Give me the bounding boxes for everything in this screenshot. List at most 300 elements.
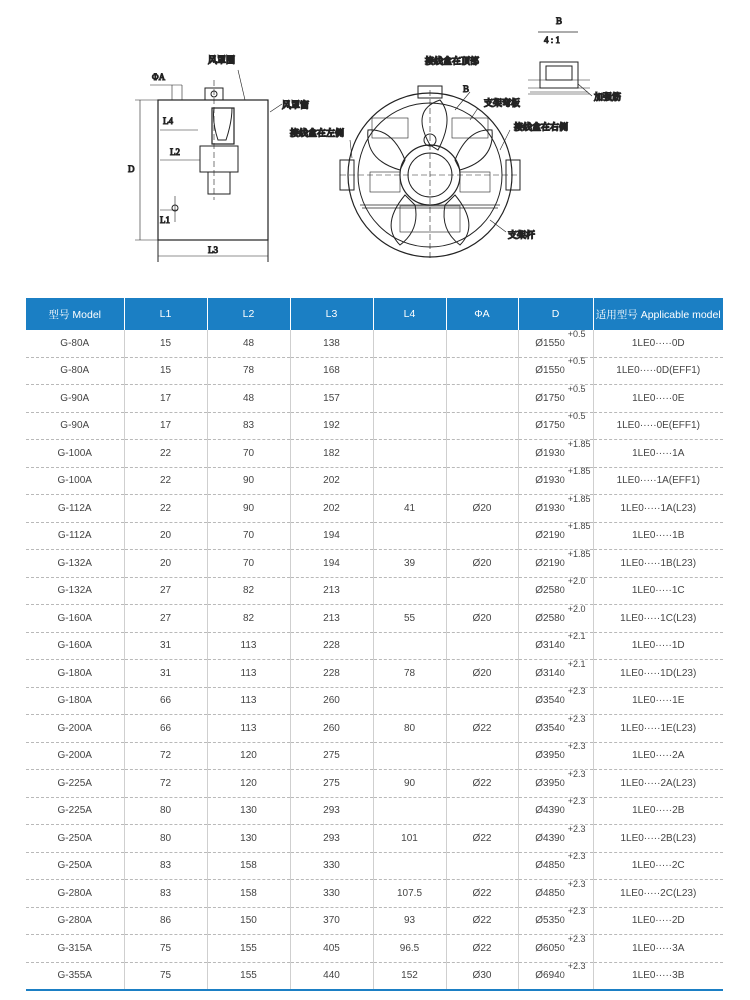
d-diameter: Ø314 xyxy=(535,667,560,679)
cell-l3: 182 xyxy=(290,440,373,468)
cell-l1: 17 xyxy=(124,385,207,413)
cell-phi-a xyxy=(446,440,518,468)
d-value xyxy=(535,576,586,597)
cell-l4: 41 xyxy=(373,495,446,523)
d-tolerance-upper: +2.3 xyxy=(567,768,586,779)
label-b-mark: B xyxy=(463,84,470,94)
cell-l3: 405 xyxy=(290,935,373,963)
cell-phi-a xyxy=(446,632,518,660)
cell-applicable-model: 1LE0·····3B xyxy=(593,962,723,990)
cell-l3: 228 xyxy=(290,660,373,688)
d-tolerance xyxy=(560,412,586,430)
cell-l4 xyxy=(373,330,446,357)
cell-d xyxy=(518,632,593,660)
d-tolerance-upper: +1.85 xyxy=(567,438,591,449)
cell-l2: 70 xyxy=(207,440,290,468)
cell-d xyxy=(518,495,593,523)
d-tolerance-lower: 0 xyxy=(559,612,565,623)
d-diameter: Ø314 xyxy=(535,640,560,652)
cell-applicable-model: 1LE0·····1C xyxy=(593,577,723,605)
cell-l4: 55 xyxy=(373,605,446,633)
d-value xyxy=(535,796,586,817)
cell-l3: 213 xyxy=(290,577,373,605)
cell-d xyxy=(518,330,593,357)
d-value xyxy=(535,933,586,954)
cell-d xyxy=(518,577,593,605)
cell-d xyxy=(518,742,593,770)
cell-model: G-80A xyxy=(26,330,124,357)
cell-l3: 275 xyxy=(290,742,373,770)
cell-l2: 155 xyxy=(207,962,290,990)
table-row xyxy=(26,852,723,880)
cell-l1: 27 xyxy=(124,577,207,605)
cell-l3: 157 xyxy=(290,385,373,413)
cell-phi-a xyxy=(446,467,518,495)
cell-d xyxy=(518,385,593,413)
d-value xyxy=(535,438,591,459)
cell-l1: 86 xyxy=(124,907,207,935)
d-tolerance xyxy=(560,495,591,513)
d-tolerance xyxy=(560,715,586,733)
cell-phi-a: Ø22 xyxy=(446,907,518,935)
d-diameter: Ø485 xyxy=(535,887,560,899)
cell-l4: 152 xyxy=(373,962,446,990)
cell-l3: 194 xyxy=(290,550,373,578)
cell-model: G-90A xyxy=(26,385,124,413)
table-row xyxy=(26,495,723,523)
cell-l3: 168 xyxy=(290,357,373,385)
cell-model: G-112A xyxy=(26,522,124,550)
cell-phi-a xyxy=(446,522,518,550)
cell-phi-a xyxy=(446,687,518,715)
cell-model: G-180A xyxy=(26,660,124,688)
cell-d xyxy=(518,825,593,853)
d-tolerance-upper: +2.3 xyxy=(567,796,586,807)
cell-applicable-model: 1LE0·····1A(L23) xyxy=(593,495,723,523)
cell-l3: 440 xyxy=(290,962,373,990)
cell-applicable-model: 1LE0·····2D xyxy=(593,907,723,935)
cell-model: G-200A xyxy=(26,742,124,770)
table-row xyxy=(26,660,723,688)
cell-applicable-model: 1LE0·····3A xyxy=(593,935,723,963)
cell-applicable-model: 1LE0·····1D(L23) xyxy=(593,660,723,688)
label-box-top: 接线盒在顶部 xyxy=(425,57,480,67)
d-value xyxy=(535,493,591,514)
cell-applicable-model: 1LE0·····1C(L23) xyxy=(593,605,723,633)
label-l3: L3 xyxy=(208,245,218,255)
cell-model: G-160A xyxy=(26,632,124,660)
cell-l2: 48 xyxy=(207,330,290,357)
cell-l1: 72 xyxy=(124,770,207,798)
cell-l1: 20 xyxy=(124,522,207,550)
spec-table xyxy=(26,298,723,991)
d-tolerance-upper: +2.3 xyxy=(567,686,586,697)
cell-model: G-355A xyxy=(26,962,124,990)
cell-d xyxy=(518,907,593,935)
cell-model: G-80A xyxy=(26,357,124,385)
header-d: D xyxy=(518,298,593,330)
drawing-svg xyxy=(0,0,750,290)
header-phi-a: ΦA xyxy=(446,298,518,330)
d-tolerance-upper: +0.5 xyxy=(567,411,586,422)
cell-model: G-132A xyxy=(26,550,124,578)
cell-model: G-250A xyxy=(26,852,124,880)
d-tolerance-lower: 0 xyxy=(559,695,565,706)
cell-l4 xyxy=(373,467,446,495)
cell-l3: 293 xyxy=(290,825,373,853)
d-diameter: Ø439 xyxy=(535,832,560,844)
d-tolerance xyxy=(560,522,591,540)
cell-l1: 20 xyxy=(124,550,207,578)
d-value xyxy=(535,851,586,872)
table-row xyxy=(26,742,723,770)
d-diameter: Ø193 xyxy=(535,475,560,487)
cell-l3: 202 xyxy=(290,467,373,495)
cell-l1: 72 xyxy=(124,742,207,770)
d-tolerance-lower: 0 xyxy=(559,585,565,596)
d-diameter: Ø354 xyxy=(535,695,560,707)
d-value xyxy=(535,356,586,377)
cell-l2: 113 xyxy=(207,632,290,660)
header-l4: L4 xyxy=(373,298,446,330)
table-row xyxy=(26,357,723,385)
cell-phi-a: Ø22 xyxy=(446,770,518,798)
cell-l3: 260 xyxy=(290,715,373,743)
cell-model: G-250A xyxy=(26,825,124,853)
cell-model: G-160A xyxy=(26,605,124,633)
cell-l2: 78 xyxy=(207,357,290,385)
table-row xyxy=(26,550,723,578)
cell-l3: 330 xyxy=(290,880,373,908)
cell-l1: 75 xyxy=(124,962,207,990)
d-tolerance-upper: +2.1 xyxy=(567,631,586,642)
cell-l4: 90 xyxy=(373,770,446,798)
d-tolerance xyxy=(560,962,586,980)
d-tolerance-upper: +2.3 xyxy=(567,713,586,724)
cell-model: G-100A xyxy=(26,440,124,468)
table-row xyxy=(26,412,723,440)
label-box-right: 接线盒在右侧 xyxy=(514,123,569,133)
cell-model: G-280A xyxy=(26,907,124,935)
table-row xyxy=(26,687,723,715)
cell-applicable-model: 1LE0·····1E xyxy=(593,687,723,715)
d-value xyxy=(535,906,586,927)
d-value xyxy=(535,768,586,789)
cell-d xyxy=(518,880,593,908)
d-value xyxy=(535,521,591,542)
cell-l3: 138 xyxy=(290,330,373,357)
d-tolerance xyxy=(560,330,586,348)
cell-l2: 90 xyxy=(207,495,290,523)
cell-d xyxy=(518,797,593,825)
cell-phi-a xyxy=(446,357,518,385)
cell-l1: 22 xyxy=(124,467,207,495)
cell-l4 xyxy=(373,385,446,413)
cell-d xyxy=(518,715,593,743)
d-tolerance-upper: +2.3 xyxy=(567,906,586,917)
cell-l4 xyxy=(373,687,446,715)
d-tolerance-lower: 0 xyxy=(559,805,565,816)
cell-model: G-90A xyxy=(26,412,124,440)
d-diameter: Ø395 xyxy=(535,777,560,789)
cell-applicable-model: 1LE0·····0D xyxy=(593,330,723,357)
d-tolerance xyxy=(560,440,591,458)
table-row xyxy=(26,522,723,550)
header-applicable-model: 适用型号 Applicable model xyxy=(593,298,723,330)
cell-l1: 83 xyxy=(124,880,207,908)
d-tolerance xyxy=(560,632,586,650)
cell-l1: 27 xyxy=(124,605,207,633)
label-reinforce: 加强筋 xyxy=(594,93,622,103)
cell-model: G-280A xyxy=(26,880,124,908)
cell-model: G-200A xyxy=(26,715,124,743)
d-tolerance-lower: 0 xyxy=(559,420,565,431)
table-row xyxy=(26,907,723,935)
cell-l1: 31 xyxy=(124,632,207,660)
d-diameter: Ø155 xyxy=(535,337,560,349)
cell-l2: 150 xyxy=(207,907,290,935)
d-tolerance-upper: +2.3 xyxy=(567,851,586,862)
cell-phi-a xyxy=(446,852,518,880)
cell-applicable-model: 1LE0·····0E xyxy=(593,385,723,413)
cell-l2: 158 xyxy=(207,880,290,908)
label-fengzhaochuang: 风罩窗 xyxy=(282,101,310,111)
d-tolerance-lower: 0 xyxy=(559,860,565,871)
header-l3: L3 xyxy=(290,298,373,330)
cell-phi-a: Ø20 xyxy=(446,495,518,523)
cell-phi-a xyxy=(446,385,518,413)
d-value xyxy=(535,631,586,652)
table-row xyxy=(26,440,723,468)
cell-l3: 370 xyxy=(290,907,373,935)
cell-l3: 293 xyxy=(290,797,373,825)
cell-l2: 90 xyxy=(207,467,290,495)
cell-l1: 22 xyxy=(124,440,207,468)
cell-model: G-100A xyxy=(26,467,124,495)
d-value xyxy=(535,603,586,624)
d-value xyxy=(535,686,586,707)
label-l4: L4 xyxy=(163,116,173,126)
header-l1: L1 xyxy=(124,298,207,330)
cell-model: G-112A xyxy=(26,495,124,523)
cell-l1: 80 xyxy=(124,797,207,825)
cell-l4: 78 xyxy=(373,660,446,688)
d-value xyxy=(535,328,586,349)
table-row xyxy=(26,797,723,825)
cell-l2: 113 xyxy=(207,715,290,743)
cell-l2: 82 xyxy=(207,605,290,633)
d-diameter: Ø485 xyxy=(535,860,560,872)
cell-l2: 158 xyxy=(207,852,290,880)
d-diameter: Ø439 xyxy=(535,805,560,817)
cell-d xyxy=(518,660,593,688)
cell-phi-a xyxy=(446,577,518,605)
cell-l4 xyxy=(373,852,446,880)
cell-model: G-315A xyxy=(26,935,124,963)
cell-l1: 31 xyxy=(124,660,207,688)
cell-d xyxy=(518,550,593,578)
cell-l2: 70 xyxy=(207,550,290,578)
d-tolerance-upper: +0.5 xyxy=(567,356,586,367)
d-tolerance-upper: +1.85 xyxy=(567,466,591,477)
label-fengzhaoquan: 风罩圈 xyxy=(208,56,236,66)
d-tolerance-lower: 0 xyxy=(559,447,565,458)
cell-model: G-225A xyxy=(26,797,124,825)
cell-model: G-180A xyxy=(26,687,124,715)
cell-l1: 22 xyxy=(124,495,207,523)
cell-phi-a: Ø20 xyxy=(446,605,518,633)
d-value xyxy=(535,823,586,844)
d-tolerance-lower: 0 xyxy=(559,777,565,788)
d-tolerance-upper: +2.3 xyxy=(567,933,586,944)
cell-d xyxy=(518,962,593,990)
table-row xyxy=(26,330,723,357)
d-diameter: Ø258 xyxy=(535,612,560,624)
label-detail-b: B xyxy=(556,16,563,26)
cell-l3: 260 xyxy=(290,687,373,715)
front-view xyxy=(340,86,520,260)
cell-l1: 17 xyxy=(124,412,207,440)
cell-model: G-225A xyxy=(26,770,124,798)
d-diameter: Ø193 xyxy=(535,502,560,514)
cell-phi-a: Ø22 xyxy=(446,715,518,743)
d-diameter: Ø219 xyxy=(535,530,560,542)
d-tolerance-lower: 0 xyxy=(559,667,565,678)
label-l2: L2 xyxy=(170,147,180,157)
cell-l4 xyxy=(373,412,446,440)
cell-phi-a: Ø20 xyxy=(446,660,518,688)
cell-l4 xyxy=(373,797,446,825)
d-value xyxy=(535,548,591,569)
table-row xyxy=(26,962,723,990)
table-row xyxy=(26,770,723,798)
d-diameter: Ø535 xyxy=(535,915,560,927)
cell-d xyxy=(518,852,593,880)
cell-l4 xyxy=(373,522,446,550)
cell-applicable-model: 1LE0·····1E(L23) xyxy=(593,715,723,743)
d-tolerance xyxy=(560,577,586,595)
cell-l2: 83 xyxy=(207,412,290,440)
table-row xyxy=(26,632,723,660)
cell-d xyxy=(518,935,593,963)
d-value xyxy=(535,658,586,679)
d-tolerance-lower: 0 xyxy=(559,557,565,568)
side-view xyxy=(135,70,282,262)
cell-l4: 80 xyxy=(373,715,446,743)
d-tolerance-lower: 0 xyxy=(559,750,565,761)
d-tolerance-upper: +1.85 xyxy=(567,548,591,559)
cell-l4 xyxy=(373,357,446,385)
d-diameter: Ø354 xyxy=(535,722,560,734)
d-tolerance-lower: 0 xyxy=(559,530,565,541)
d-tolerance-upper: +2.3 xyxy=(567,878,586,889)
d-tolerance-lower: 0 xyxy=(559,475,565,486)
label-l1: L1 xyxy=(160,215,170,225)
d-tolerance xyxy=(560,605,586,623)
label-box-left: 接线盒在左侧 xyxy=(290,129,345,139)
cell-d xyxy=(518,605,593,633)
table-row xyxy=(26,825,723,853)
table-row xyxy=(26,880,723,908)
d-value xyxy=(535,878,586,899)
cell-l3: 192 xyxy=(290,412,373,440)
cell-l4 xyxy=(373,577,446,605)
d-tolerance-lower: 0 xyxy=(559,832,565,843)
cell-d xyxy=(518,770,593,798)
header-l2: L2 xyxy=(207,298,290,330)
cell-applicable-model: 1LE0·····1D xyxy=(593,632,723,660)
cell-l4: 107.5 xyxy=(373,880,446,908)
cell-l3: 213 xyxy=(290,605,373,633)
d-tolerance xyxy=(560,907,586,925)
cell-l3: 228 xyxy=(290,632,373,660)
d-tolerance xyxy=(560,770,586,788)
d-tolerance xyxy=(560,357,586,375)
cell-d xyxy=(518,687,593,715)
cell-phi-a xyxy=(446,412,518,440)
cell-phi-a: Ø20 xyxy=(446,550,518,578)
label-detail-scale: 4 : 1 xyxy=(544,35,561,45)
cell-applicable-model: 1LE0·····0D(EFF1) xyxy=(593,357,723,385)
cell-phi-a: Ø22 xyxy=(446,825,518,853)
d-tolerance-lower: 0 xyxy=(559,392,565,403)
d-tolerance-lower: 0 xyxy=(559,502,565,513)
cell-d xyxy=(518,412,593,440)
d-diameter: Ø694 xyxy=(535,970,560,982)
table-row xyxy=(26,605,723,633)
cell-phi-a xyxy=(446,742,518,770)
cell-applicable-model: 1LE0·····0E(EFF1) xyxy=(593,412,723,440)
table-row xyxy=(26,467,723,495)
cell-l4: 96.5 xyxy=(373,935,446,963)
d-tolerance-upper: +1.85 xyxy=(567,493,591,504)
cell-applicable-model: 1LE0·····2C(L23) xyxy=(593,880,723,908)
d-diameter: Ø155 xyxy=(535,365,560,377)
d-tolerance xyxy=(560,742,586,760)
cell-l4 xyxy=(373,742,446,770)
d-tolerance-upper: +2.3 xyxy=(567,823,586,834)
cell-l2: 48 xyxy=(207,385,290,413)
d-tolerance-upper: +0.5 xyxy=(567,383,586,394)
d-value xyxy=(535,466,591,487)
cell-phi-a xyxy=(446,330,518,357)
d-tolerance xyxy=(560,825,586,843)
label-phi-a: ΦA xyxy=(152,72,166,82)
cell-l2: 113 xyxy=(207,687,290,715)
cell-phi-a: Ø30 xyxy=(446,962,518,990)
d-tolerance-upper: +2.0 xyxy=(567,603,586,614)
d-tolerance xyxy=(560,852,586,870)
cell-l4 xyxy=(373,632,446,660)
cell-d xyxy=(518,467,593,495)
cell-l4: 39 xyxy=(373,550,446,578)
cell-d xyxy=(518,440,593,468)
cell-l2: 120 xyxy=(207,770,290,798)
table-row xyxy=(26,577,723,605)
cell-l2: 70 xyxy=(207,522,290,550)
d-tolerance-lower: 0 xyxy=(559,887,565,898)
d-diameter: Ø258 xyxy=(535,585,560,597)
cell-l2: 120 xyxy=(207,742,290,770)
d-tolerance xyxy=(560,687,586,705)
d-value xyxy=(535,383,586,404)
table-body xyxy=(26,330,723,990)
d-tolerance xyxy=(560,660,586,678)
cell-phi-a xyxy=(446,797,518,825)
d-tolerance xyxy=(560,880,586,898)
cell-l2: 82 xyxy=(207,577,290,605)
d-tolerance xyxy=(560,550,591,568)
